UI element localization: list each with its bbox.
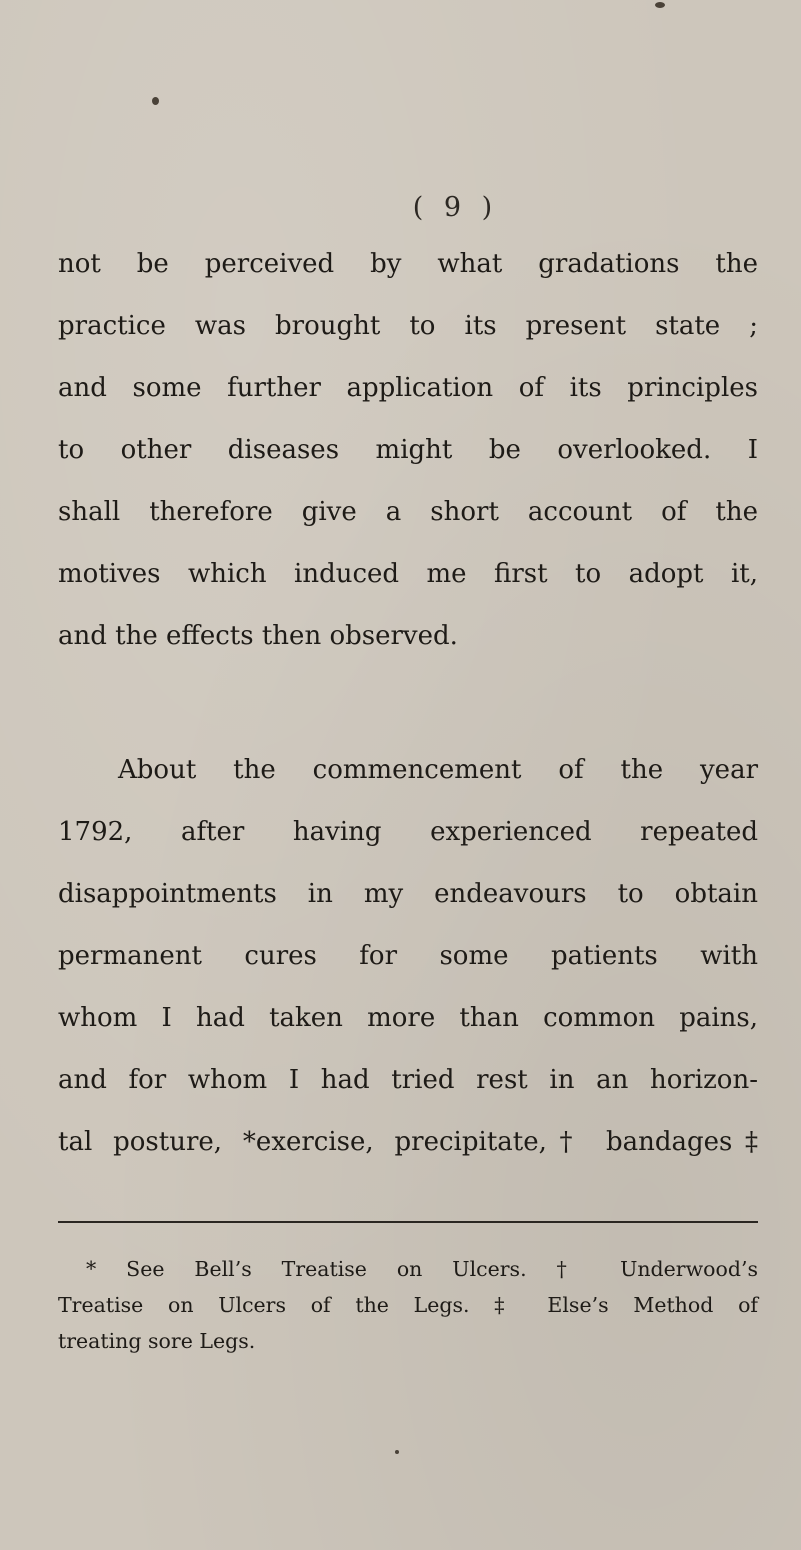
text-line: About the commencement of the year [118,755,758,785]
text-line: disappointments in my endeavours to obtain [58,879,758,909]
ink-speck [395,1450,399,1454]
text-line: not be perceived by what gradations the [58,249,758,279]
ink-speck [655,2,665,8]
ink-speck [152,97,159,105]
text-line: to other diseases might be overlooked. I [58,435,758,465]
text-line: and some further application of its principles [58,373,758,403]
text-line: whom I had taken more than common pains, [58,1003,758,1033]
text-line: 1792, after having experienced repeated [58,817,758,847]
footnote-line: * See Bell’s Treatise on Ulcers. † Underwood’s [86,1257,758,1281]
text-line: permanent cures for some patients with [58,941,758,971]
text-line: motives which induced me first to adopt it, [58,559,758,589]
footnote-line: treating sore Legs. [58,1329,256,1353]
text-line: tal posture, *exercise, precipitate,† bandages‡ [58,1127,758,1157]
text-line: practice was brought to its present state ; [58,311,758,341]
text-line: and for whom I had tried rest in an horizon- [58,1065,758,1095]
footnote-line: Treatise on Ulcers of the Legs. ‡ Else’s Method of [58,1293,758,1317]
footnote-divider [58,1221,758,1223]
text-line: and the effects then observed. [58,621,458,651]
text-line: shall therefore give a short account of the [58,497,758,527]
page-number: ( 9 ) [412,192,499,223]
